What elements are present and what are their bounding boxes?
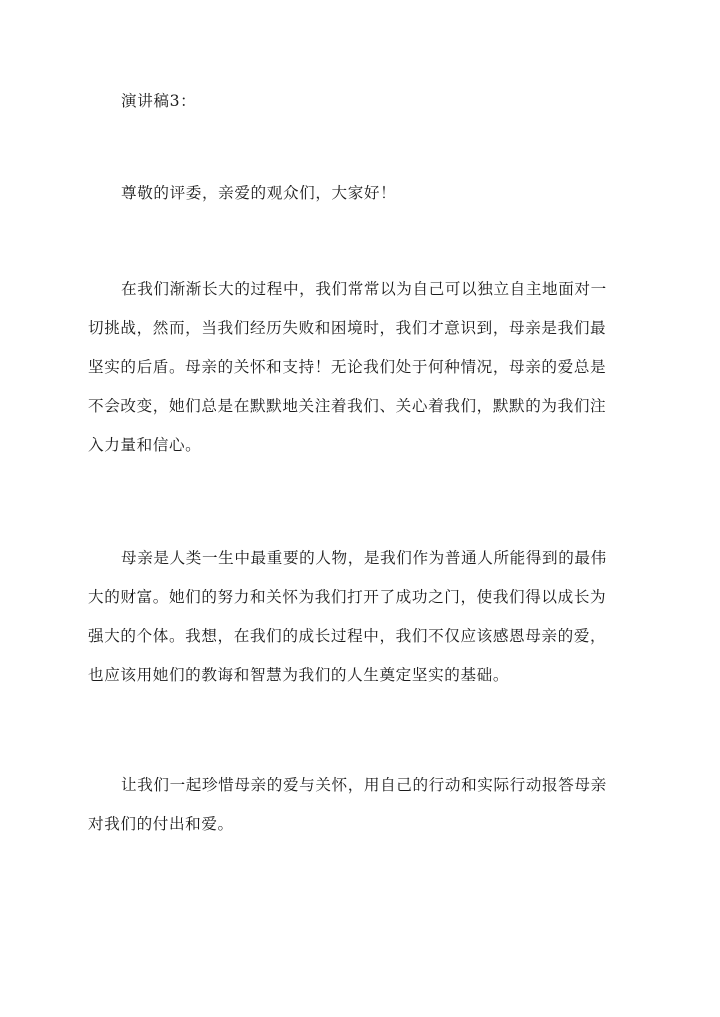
paragraph-line: 让我们一起珍惜母亲的爱与关怀，用自己的行动和实际行动报答母亲: [121, 776, 607, 794]
body-paragraph-2: [88, 539, 633, 695]
paragraph-line: 坚实的后盾。母亲的关怀和支持！无论我们处于何种情况，母亲的爱总是: [88, 358, 607, 376]
paragraph-line: 在我们渐渐长大的过程中，我们常常以为自己可以独立自主地面对一: [121, 280, 607, 298]
body-paragraph-3: [88, 766, 633, 844]
paragraph-line: 对我们的付出和爱。: [88, 815, 234, 833]
speech-title: [88, 82, 633, 121]
paragraph-line: 切挑战，然而，当我们经历失败和困境时，我们才意识到，母亲是我们最: [88, 319, 607, 337]
greeting-paragraph: [88, 174, 633, 213]
paragraph-line: 也应该用她们的教诲和智慧为我们的人生奠定坚实的基础。: [88, 666, 510, 684]
greeting-line: 尊敬的评委，亲爱的观众们，大家好！: [121, 184, 397, 202]
paragraph-line: 母亲是人类一生中最重要的人物，是我们作为普通人所能得到的最伟: [121, 549, 607, 567]
paragraph-line: 不会改变，她们总是在默默地关注着我们、关心着我们，默默的为我们注: [88, 397, 607, 415]
paragraph-line: 入力量和信心。: [88, 436, 202, 454]
paragraph-line: 强大的个体。我想，在我们的成长过程中，我们不仅应该感恩母亲的爱，: [88, 627, 607, 645]
title-line: 演讲稿3：: [121, 92, 197, 110]
body-paragraph-1: [88, 270, 633, 465]
paragraph-line: 大的财富。她们的努力和关怀为我们打开了成功之门，使我们得以成长为: [88, 588, 607, 606]
